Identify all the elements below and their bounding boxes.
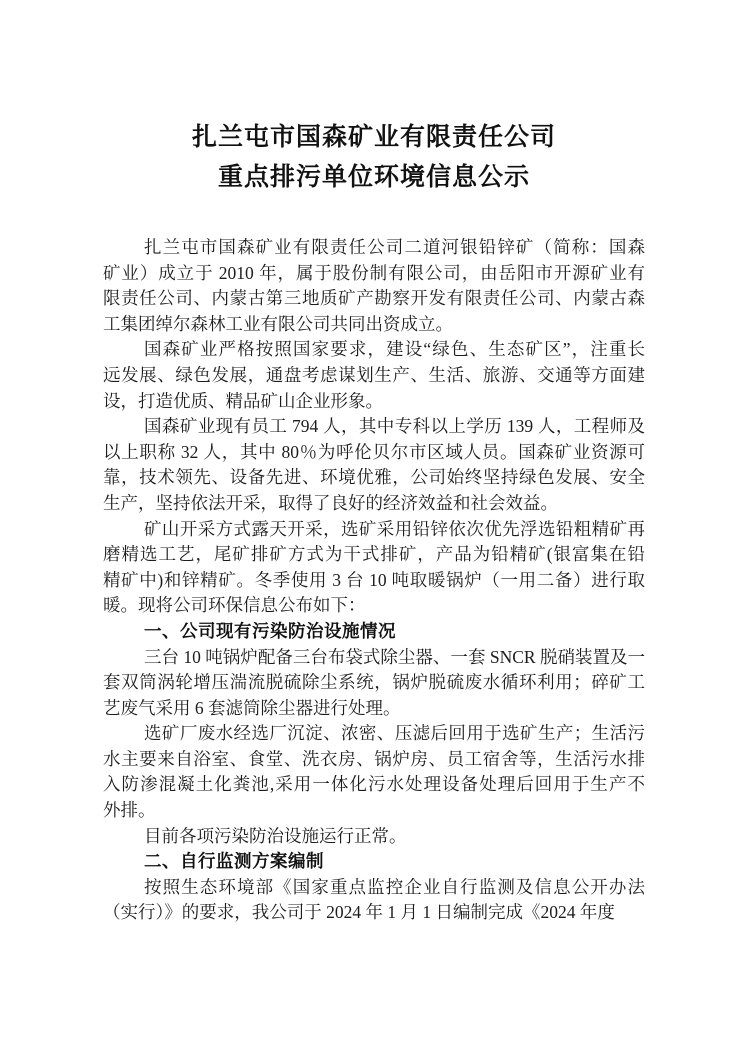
text-line: 入防渗混凝土化粪池,采用一体化污水处理设备处理后回用于生产不 [103,774,645,795]
text-line: 水主要来自浴室、食堂、洗衣房、锅炉房、员工宿舍等，生活污水排 [103,748,645,769]
text-line: 限责任公司、内蒙古第三地质矿产勘察开发有限责任公司、内蒙古森 [103,288,645,309]
text-line: 艺废气采用 6 套滤筒除尘器进行处理。 [103,697,401,718]
section-heading: 二、自行监测方案编制 [144,851,324,872]
document-title [103,118,645,198]
text-line: （实行）》的要求，我公司于 2024 年 1 月 1 日编制完成《2024 年度 [103,902,615,923]
text-line: 设，打造优质、精品矿山企业形象。 [103,390,383,411]
text-line: 远发展、绿色发展，通盘考虑谋划生产、生活、旅游、交通等方面建 [103,364,645,385]
text-line: 选矿厂废水经选厂沉淀、浓密、压滤后回用于选矿生产；生活污 [144,723,645,744]
text-line: 暖。现将公司环保信息公布如下： [103,595,366,616]
text-line: 扎兰屯市国森矿业有限责任公司二道河银铅锌矿（简称：国森 [144,237,645,257]
text-line: 靠，技术领先、设备先进、环境优雅，公司始终坚持绿色发展、安全 [103,467,645,488]
text-line: 精矿中)和锌精矿。冬季使用 3 台 10 吨取暖锅炉（一用二备）进行取 [103,569,645,590]
text-line: 三台 10 吨锅炉配备三台布袋式除尘器、一套 SNCR 脱硝装置及一 [144,646,645,667]
text-line: 生产，坚持依法开采，取得了良好的经济效益和社会效益。 [103,492,558,513]
document-body [103,235,645,926]
text-line: 工集团绰尔森林工业有限公司共同出资成立。 [103,313,453,334]
text-line: 外排。 [103,800,156,821]
text-line: 目前各项污染防治设施运行正常。 [144,825,407,846]
document-content [103,0,645,926]
text-line: 国森矿业严格按照国家要求，建设“绿色、生态矿区”，注重长 [144,339,645,360]
section-heading: 一、公司现有污染防治设施情况 [144,620,396,641]
text-line: 国森矿业现有员工 794 人，其中专科以上学历 139 人，工程师及 [144,416,645,437]
text-line: 矿山开采方式露天开采，选矿采用铅锌依次优先浮选铅粗精矿再 [144,518,645,539]
text-line: 矿业）成立于 2010 年，属于股份制有限公司，由岳阳市开源矿业有 [103,262,645,283]
text-line: 磨精选工艺，尾矿排矿方式为干式排矿，产品为铅精矿(银富集在铅 [103,544,645,565]
title-line-2: 重点排污单位环境信息公示 [217,164,530,191]
title-line-1: 扎兰屯市国森矿业有限责任公司 [191,124,556,151]
text-line: 按照生态环境部《国家重点监控企业自行监测及信息公开办法 [144,876,645,897]
text-line: 套双筒涡轮增压湍流脱硫除尘系统，锅炉脱硫废水循环利用；碎矿工 [103,672,645,693]
text-line: 以上职称 32 人，其中 80％为呼伦贝尔市区域人员。国森矿业资源可 [103,441,645,462]
